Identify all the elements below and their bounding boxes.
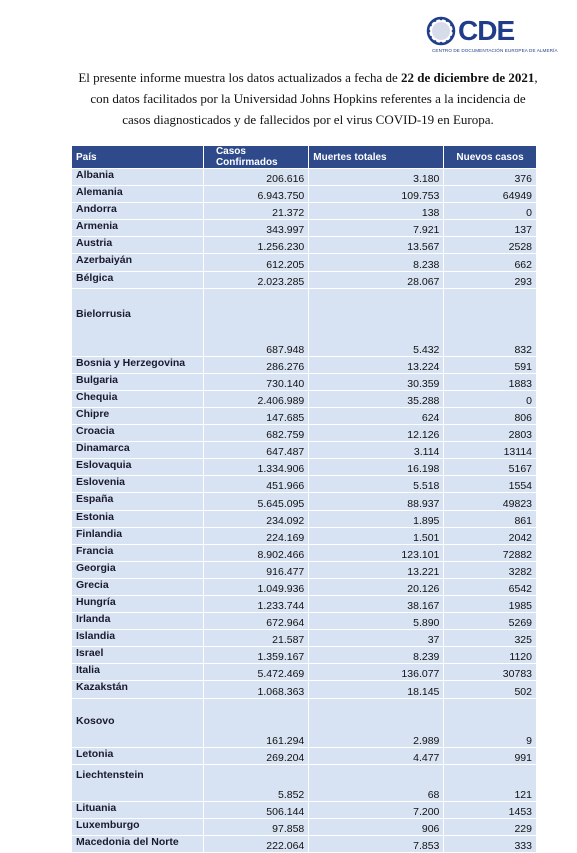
intro-text-1: El presente informe muestra los datos actualizados a fecha de <box>78 70 402 85</box>
deaths-cell: 5.518 <box>309 476 444 493</box>
new-cases-cell: 325 <box>444 630 537 647</box>
confirmed-cell: 286.276 <box>204 357 309 374</box>
country-cell: Macedonia del Norte <box>72 836 204 853</box>
confirmed-cell: 687.948 <box>204 289 309 357</box>
confirmed-cell: 206.616 <box>204 169 309 186</box>
new-cases-cell: 591 <box>444 357 537 374</box>
country-cell: Letonia <box>72 748 204 765</box>
new-cases-cell: 806 <box>444 408 537 425</box>
new-cases-cell: 333 <box>444 836 537 853</box>
deaths-cell: 16.198 <box>309 459 444 476</box>
deaths-cell: 136.077 <box>309 664 444 681</box>
country-cell: Chipre <box>72 408 204 425</box>
new-cases-cell: 6542 <box>444 579 537 596</box>
new-cases-cell: 5269 <box>444 613 537 630</box>
deaths-cell: 88.937 <box>309 493 444 510</box>
intro-date: 22 de diciembre de 2021 <box>401 70 535 85</box>
new-cases-cell: 49823 <box>444 493 537 510</box>
new-cases-cell: 1985 <box>444 596 537 613</box>
deaths-cell: 3.180 <box>309 169 444 186</box>
country-cell: Lituania <box>72 802 204 819</box>
confirmed-cell: 343.997 <box>204 220 309 237</box>
confirmed-cell: 612.205 <box>204 254 309 271</box>
deaths-cell: 5.890 <box>309 613 444 630</box>
country-cell: Dinamarca <box>72 442 204 459</box>
table-row <box>72 272 537 289</box>
new-cases-cell: 376 <box>444 169 537 186</box>
header-confirmed: Casos Confirmados <box>204 146 309 169</box>
country-cell: Estonia <box>72 511 204 528</box>
deaths-cell: 138 <box>309 203 444 220</box>
country-cell: Liechtenstein <box>72 765 204 802</box>
deaths-cell: 1.501 <box>309 528 444 545</box>
confirmed-cell: 1.049.936 <box>204 579 309 596</box>
deaths-cell: 28.067 <box>309 272 444 289</box>
table-row <box>72 391 537 408</box>
deaths-cell: 13.567 <box>309 237 444 254</box>
country-cell: Croacia <box>72 425 204 442</box>
country-cell: Eslovaquia <box>72 459 204 476</box>
country-cell: Bélgica <box>72 272 204 289</box>
deaths-cell: 1.895 <box>309 511 444 528</box>
country-cell: Israel <box>72 647 204 664</box>
deaths-cell: 906 <box>309 819 444 836</box>
country-cell: Armenia <box>72 220 204 237</box>
table-row <box>72 511 537 528</box>
table-row <box>72 442 537 459</box>
table-row <box>72 613 537 630</box>
table-row <box>72 476 537 493</box>
confirmed-cell: 451.966 <box>204 476 309 493</box>
new-cases-cell: 1120 <box>444 647 537 664</box>
new-cases-cell: 137 <box>444 220 537 237</box>
deaths-cell: 30.359 <box>309 374 444 391</box>
country-cell: Hungría <box>72 596 204 613</box>
confirmed-cell: 506.144 <box>204 802 309 819</box>
deaths-cell: 13.224 <box>309 357 444 374</box>
table-row <box>72 425 537 442</box>
confirmed-cell: 730.140 <box>204 374 309 391</box>
confirmed-cell: 21.372 <box>204 203 309 220</box>
confirmed-cell: 1.233.744 <box>204 596 309 613</box>
deaths-cell: 38.167 <box>309 596 444 613</box>
table-row <box>72 819 537 836</box>
table-row <box>72 169 537 186</box>
table-row <box>72 493 537 510</box>
country-cell: Azerbaiyán <box>72 254 204 271</box>
new-cases-cell: 991 <box>444 748 537 765</box>
confirmed-cell: 1.334.906 <box>204 459 309 476</box>
country-cell: Kazakstán <box>72 681 204 698</box>
confirmed-cell: 916.477 <box>204 562 309 579</box>
new-cases-cell: 861 <box>444 511 537 528</box>
new-cases-cell: 9 <box>444 699 537 748</box>
table-body <box>72 169 537 853</box>
deaths-cell: 2.989 <box>309 699 444 748</box>
table-row <box>72 630 537 647</box>
country-cell: Andorra <box>72 203 204 220</box>
deaths-cell: 7.853 <box>309 836 444 853</box>
deaths-cell: 7.200 <box>309 802 444 819</box>
table-row <box>72 237 537 254</box>
confirmed-cell: 224.169 <box>204 528 309 545</box>
table-row <box>72 459 537 476</box>
covid-data-table <box>72 146 537 853</box>
deaths-cell: 4.477 <box>309 748 444 765</box>
confirmed-cell: 672.964 <box>204 613 309 630</box>
deaths-cell: 12.126 <box>309 425 444 442</box>
new-cases-cell: 121 <box>444 765 537 802</box>
deaths-cell: 109.753 <box>309 186 444 203</box>
country-cell: Eslovenia <box>72 476 204 493</box>
confirmed-cell: 234.092 <box>204 511 309 528</box>
confirmed-cell: 682.759 <box>204 425 309 442</box>
confirmed-cell: 21.587 <box>204 630 309 647</box>
new-cases-cell: 662 <box>444 254 537 271</box>
table-row <box>72 545 537 562</box>
intro-text-2: , con datos facilitados por la Universidad Johns Hopkins referentes a la incidencia de casos diagnosticados y de fallecidos por el virus COVID-19 en Europa. <box>90 70 538 127</box>
logo-subtitle: CENTRO DE DOCUMENTACIÓN EUROPEA DE ALMERÍA <box>432 48 558 53</box>
country-cell: Bosnia y Herzegovina <box>72 357 204 374</box>
new-cases-cell: 1453 <box>444 802 537 819</box>
country-cell: Kosovo <box>72 699 204 748</box>
deaths-cell: 18.145 <box>309 681 444 698</box>
cde-logo <box>424 14 558 56</box>
table-row <box>72 289 537 357</box>
deaths-cell: 35.288 <box>309 391 444 408</box>
new-cases-cell: 229 <box>444 819 537 836</box>
table-row <box>72 220 537 237</box>
table-row <box>72 203 537 220</box>
new-cases-cell: 64949 <box>444 186 537 203</box>
table-row <box>72 408 537 425</box>
new-cases-cell: 0 <box>444 203 537 220</box>
confirmed-cell: 147.685 <box>204 408 309 425</box>
country-cell: Bielorrusia <box>72 289 204 357</box>
new-cases-cell: 0 <box>444 391 537 408</box>
confirmed-cell: 647.487 <box>204 442 309 459</box>
deaths-cell: 5.432 <box>309 289 444 357</box>
country-cell: Georgia <box>72 562 204 579</box>
deaths-cell: 3.114 <box>309 442 444 459</box>
table-row <box>72 579 537 596</box>
confirmed-cell: 8.902.466 <box>204 545 309 562</box>
confirmed-cell: 222.064 <box>204 836 309 853</box>
table-row <box>72 186 537 203</box>
table-row <box>72 528 537 545</box>
deaths-cell: 37 <box>309 630 444 647</box>
country-cell: Francia <box>72 545 204 562</box>
confirmed-cell: 2.023.285 <box>204 272 309 289</box>
table-row <box>72 681 537 698</box>
deaths-cell: 123.101 <box>309 545 444 562</box>
new-cases-cell: 13114 <box>444 442 537 459</box>
confirmed-cell: 5.852 <box>204 765 309 802</box>
confirmed-cell: 5.645.095 <box>204 493 309 510</box>
new-cases-cell: 3282 <box>444 562 537 579</box>
confirmed-cell: 1.359.167 <box>204 647 309 664</box>
country-cell: Italia <box>72 664 204 681</box>
header-deaths: Muertes totales <box>309 146 444 169</box>
deaths-cell: 7.921 <box>309 220 444 237</box>
new-cases-cell: 2803 <box>444 425 537 442</box>
new-cases-cell: 72882 <box>444 545 537 562</box>
confirmed-cell: 161.294 <box>204 699 309 748</box>
table-row <box>72 748 537 765</box>
country-cell: Grecia <box>72 579 204 596</box>
new-cases-cell: 2042 <box>444 528 537 545</box>
country-cell: Islandia <box>72 630 204 647</box>
country-cell: España <box>72 493 204 510</box>
country-cell: Austria <box>72 237 204 254</box>
confirmed-cell: 1.068.363 <box>204 681 309 698</box>
country-cell: Bulgaria <box>72 374 204 391</box>
country-cell: Irlanda <box>72 613 204 630</box>
new-cases-cell: 502 <box>444 681 537 698</box>
confirmed-cell: 97.858 <box>204 819 309 836</box>
new-cases-cell: 1883 <box>444 374 537 391</box>
country-cell: Alemania <box>72 186 204 203</box>
table-row <box>72 765 537 802</box>
confirmed-cell: 269.204 <box>204 748 309 765</box>
table-row <box>72 836 537 853</box>
country-cell: Luxemburgo <box>72 819 204 836</box>
country-cell: Finlandia <box>72 528 204 545</box>
table-row <box>72 374 537 391</box>
header-new-cases: Nuevos casos <box>444 146 537 169</box>
new-cases-cell: 2528 <box>444 237 537 254</box>
header-country: País <box>72 146 204 169</box>
stars-circle-icon <box>424 14 460 48</box>
new-cases-cell: 832 <box>444 289 537 357</box>
table-row <box>72 562 537 579</box>
new-cases-cell: 1554 <box>444 476 537 493</box>
table-row <box>72 664 537 681</box>
deaths-cell: 20.126 <box>309 579 444 596</box>
deaths-cell: 13.221 <box>309 562 444 579</box>
confirmed-cell: 6.943.750 <box>204 186 309 203</box>
new-cases-cell: 30783 <box>444 664 537 681</box>
deaths-cell: 68 <box>309 765 444 802</box>
table-row <box>72 596 537 613</box>
table-row <box>72 802 537 819</box>
table-row <box>72 647 537 664</box>
deaths-cell: 8.238 <box>309 254 444 271</box>
deaths-cell: 624 <box>309 408 444 425</box>
deaths-cell: 8.239 <box>309 647 444 664</box>
logo-brand: CDE <box>458 15 515 46</box>
confirmed-cell: 5.472.469 <box>204 664 309 681</box>
table-row <box>72 699 537 748</box>
table-row <box>72 254 537 271</box>
country-cell: Chequia <box>72 391 204 408</box>
confirmed-cell: 2.406.989 <box>204 391 309 408</box>
table-header-row <box>72 146 537 169</box>
confirmed-cell: 1.256.230 <box>204 237 309 254</box>
new-cases-cell: 5167 <box>444 459 537 476</box>
table-row <box>72 357 537 374</box>
intro-paragraph <box>78 67 538 130</box>
country-cell: Albania <box>72 169 204 186</box>
new-cases-cell: 293 <box>444 272 537 289</box>
